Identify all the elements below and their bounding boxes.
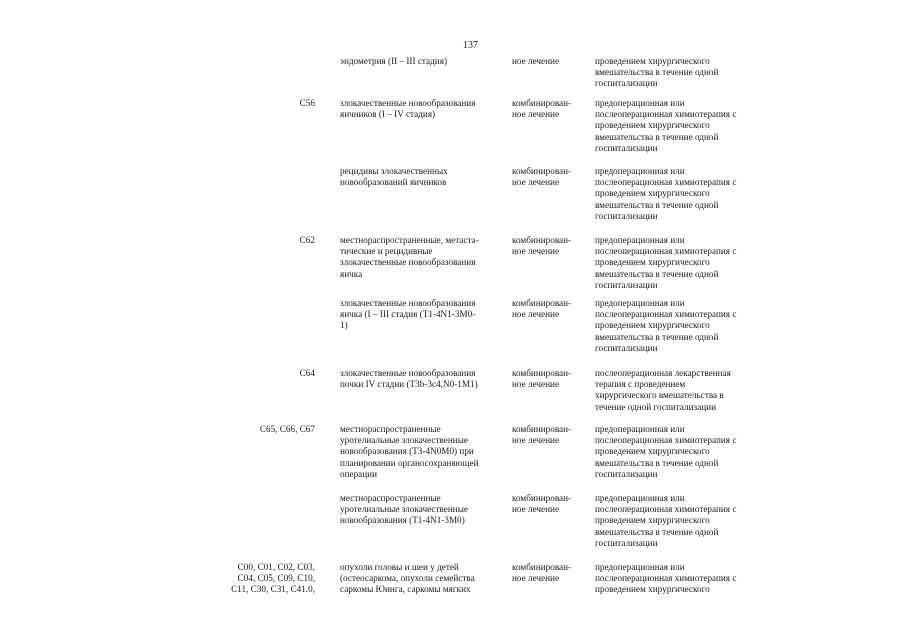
treatment-description-cell: предоперационная или послеоперационная химиотерапия с проведением хирургического вмешательства в течение одной госпитализации [595,235,737,290]
treatment-description-cell: предоперационная или послеоперационная химиотерапия с проведением хирургического вмешательства в течение одной госпитализации [595,98,737,153]
treatment-description-cell: предоперационная или послеоперационная химиотерапия с проведением хирургического [595,562,737,595]
treatment-type-cell: комбинирован- ное лечение [512,368,572,390]
icd-code-cell: C62 [299,235,315,245]
treatment-type-cell: комбинирован- ное лечение [512,166,572,188]
treatment-description-cell: послеоперационная лекарственная терапия с проведением хирургического вмешательства в течение одной госпитализации [595,368,731,412]
treatment-description-cell: предоперационная или послеоперационная химиотерапия с проведением хирургического вмешательства в течение одной госпитализации [595,298,737,353]
treatment-type-cell: комбинирован- ное лечение [512,562,572,584]
treatment-type-cell: комбинирован- ное лечение [512,98,572,120]
diagnosis-cell: рецидивы злокачественных новообразований яичников [340,166,448,188]
page-number: 137 [463,40,478,51]
icd-code-cell: C00, C01, C02, C03, C04, C05, C09, C10, C11, C30, C31, C41.0, [231,562,315,595]
treatment-type-cell: комбинирован- ное лечение [512,493,572,515]
treatment-type-cell: ное лечение [512,56,560,66]
diagnosis-cell: местнораспространенные уротелиальные злокачественные новообразования (T1-4N1-3M0) [340,493,468,526]
treatment-description-cell: предоперационная или послеоперационная химиотерапия с проведением хирургического вмешательства в течение одной госпитализации [595,166,737,221]
diagnosis-cell: местнораспространенные уротелиальные злокачественные новообразования (T3-4N0M0) при планировании органосохраняющей операции [340,424,479,479]
treatment-type-cell: комбинирован- ное лечение [512,235,572,257]
icd-code-cell: C56 [299,98,315,108]
treatment-type-cell: комбинирован- ное лечение [512,298,572,320]
treatment-description-cell: предоперационная или послеоперационная химиотерапия с проведением хирургического вмешательства в течение одной госпитализации [595,424,737,479]
icd-code-cell: C65, C66, C67 [259,424,315,434]
treatment-type-cell: комбинирован- ное лечение [512,424,572,446]
diagnosis-cell: злокачественные новообразования почки IV стадии (T3b-3c4,N0-1M1) [340,368,478,390]
diagnosis-cell: эндометрия (II – III стадия) [340,56,448,66]
treatment-description-cell: проведением хирургического вмешательства в течение одной госпитализации [595,56,719,89]
diagnosis-cell: злокачественные новообразования яичка (I – III стадия (T1-4N1-3M0- 1) [340,298,476,331]
diagnosis-cell: опухоли головы и шеи у детей (остеосаркома, опухоли семейства саркомы Юинга, саркомы мягких [340,562,475,595]
icd-code-cell: C64 [299,368,315,378]
diagnosis-cell: злокачественные новообразования яичников (I – IV стадия) [340,98,476,120]
treatment-description-cell: предоперационная или послеоперационная химиотерапия с проведением хирургического вмешательства в течение одной госпитализации [595,493,737,548]
diagnosis-cell: местнораспространенные, метаста- тические и рецидивные злокачественные новообразования яичка [340,235,479,279]
